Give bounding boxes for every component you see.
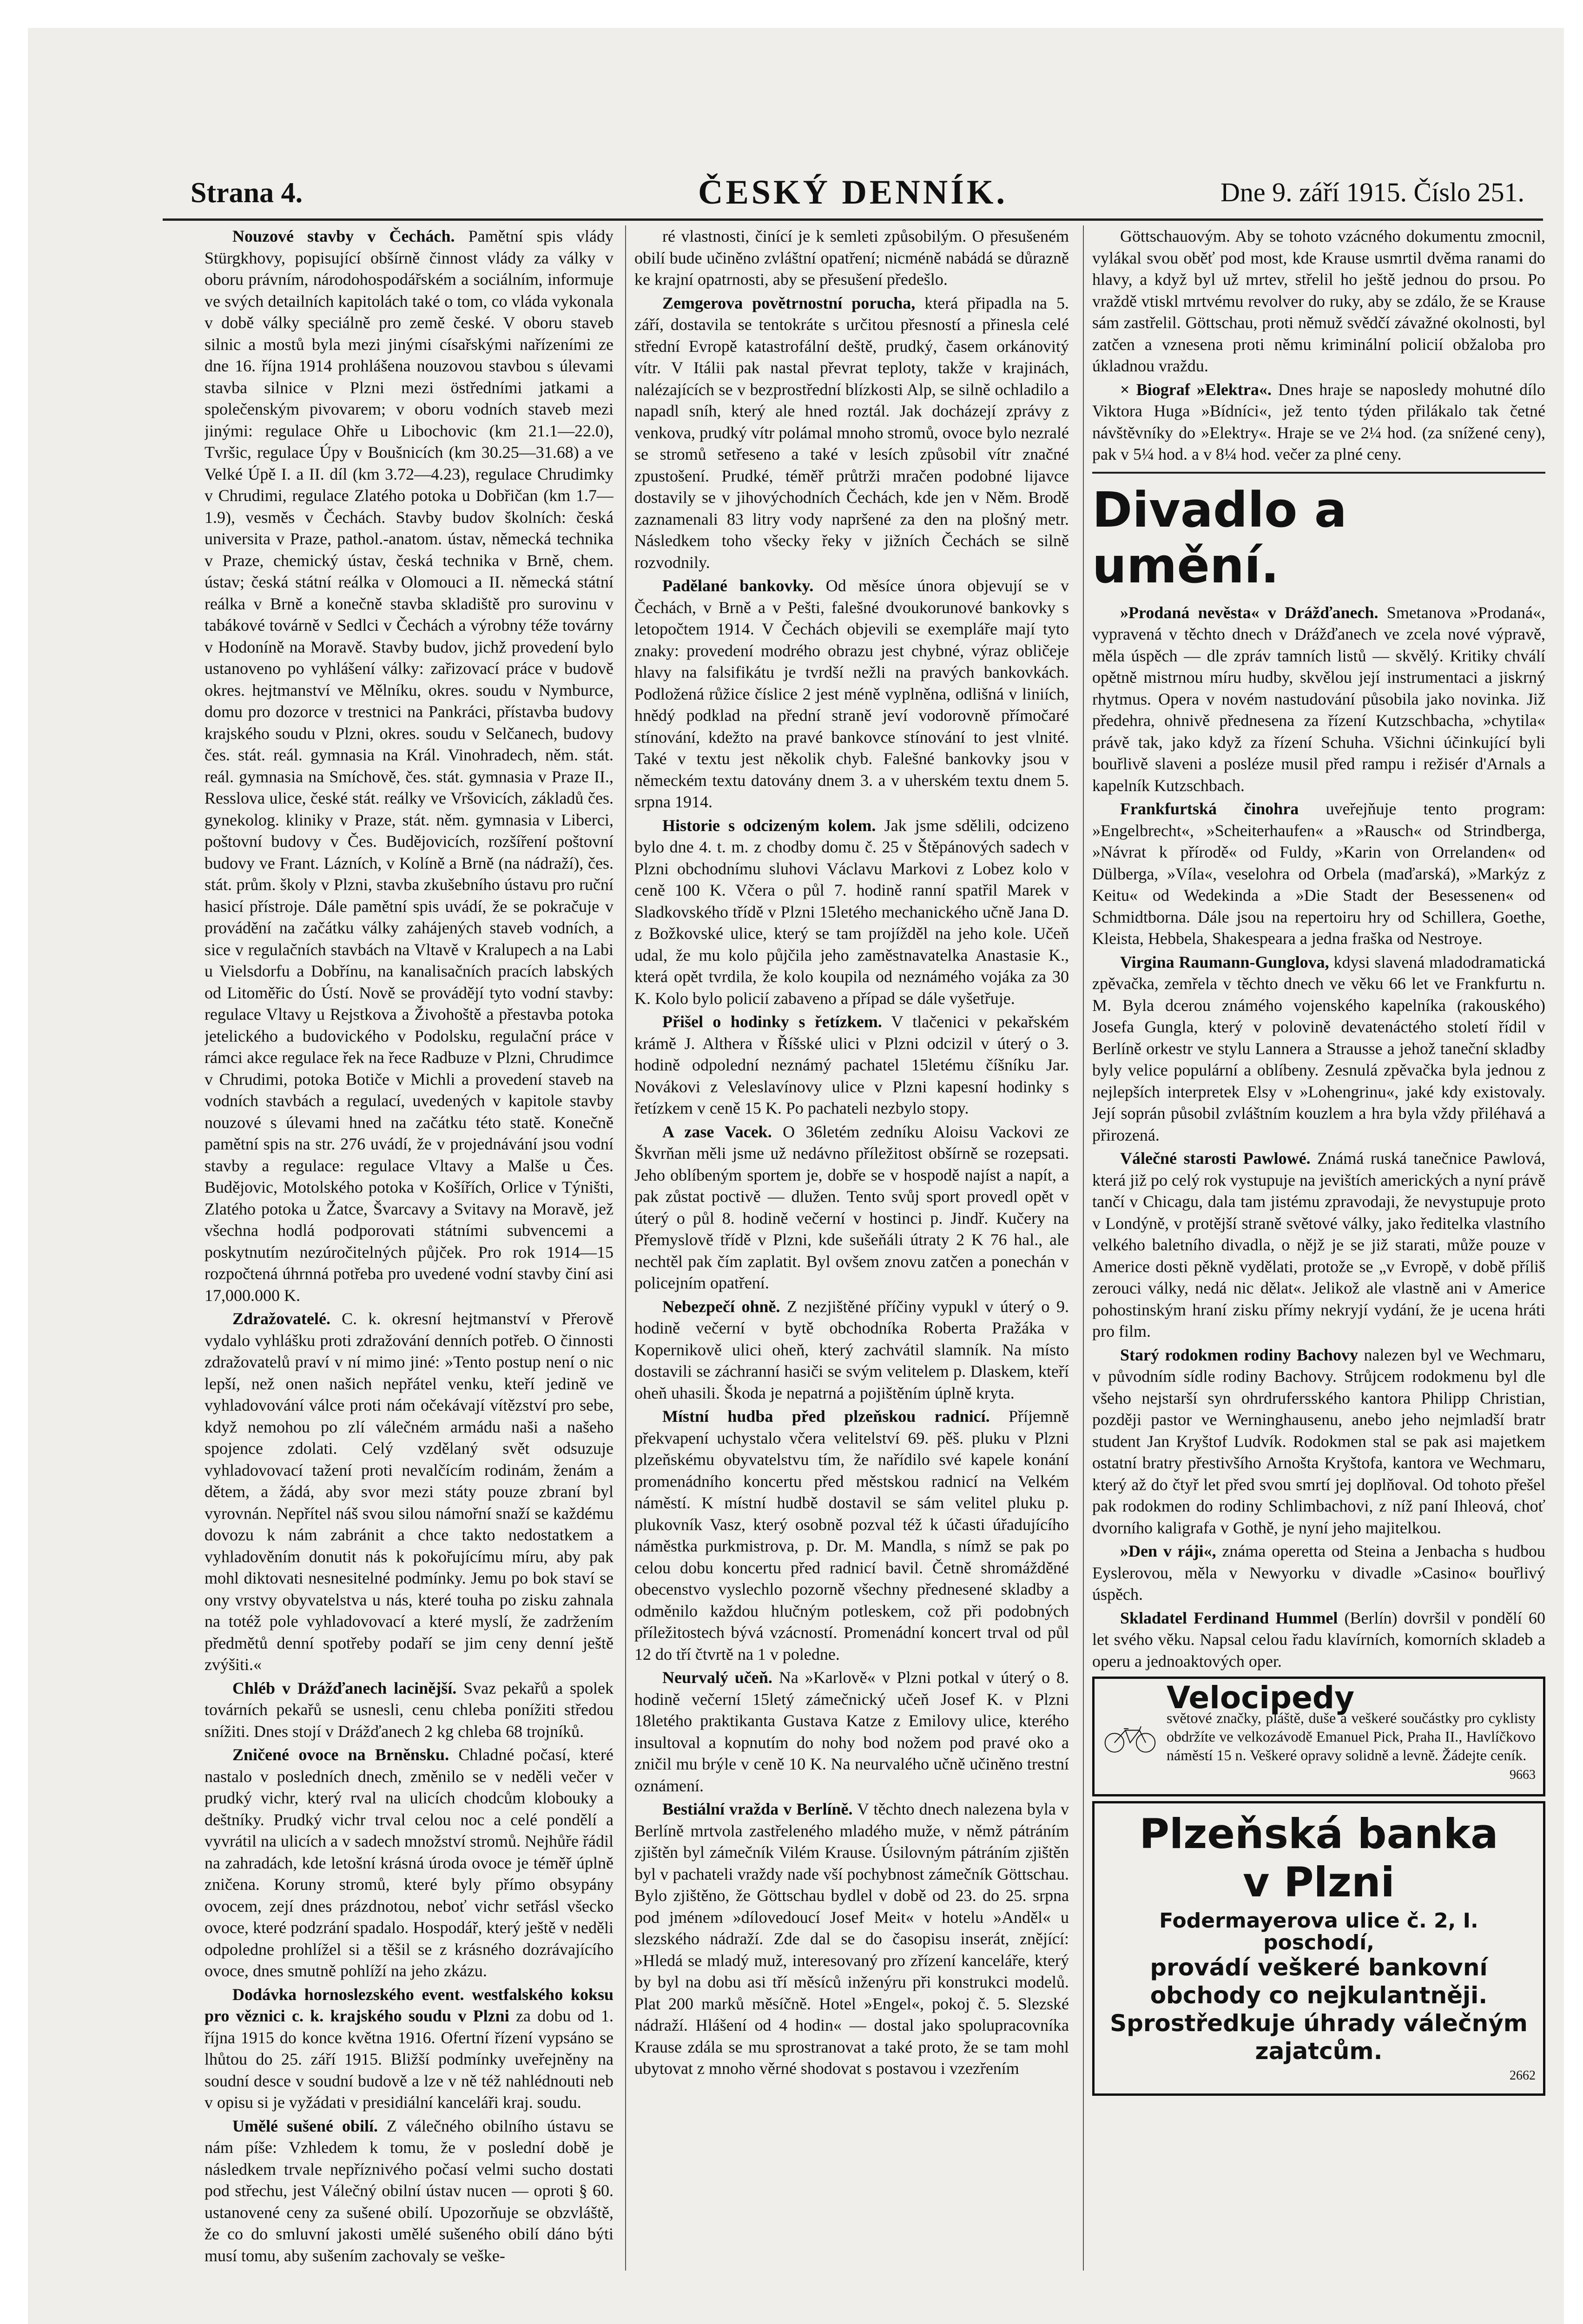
- article-text: Chladné počasí, které nastalo v posledních dnech, změnilo se v neděli večer v prudký vichr, který rval na ulicích chodcům klobouky a deštníky. Prudký vichr trval celou noc a celé pondělí a vyvrátil na ulicích a v sadech množství stromů. Nejhůře řádil na zahradách, kde letošní krásná úroda ovoce je téměř úplně zničena. Koruny stromů, které byly přímo obsypány ovocem, zejí dnes prázdnotou, neboť vichr setřásl všecko ovoce, které podzrání spadalo. Hospodář, který ještě v neděli odpoledne prohlížel si a těšil se z krásného dozrávajícího ovoce, dnes smutně pohlíží na jeho zkázu.: [204, 1745, 613, 1980]
- article: [634, 1121, 1069, 1294]
- section-rule: [1092, 472, 1545, 474]
- velo-title: Velocipedy: [1166, 1679, 1355, 1716]
- article: [634, 225, 1069, 290]
- article: [204, 2115, 613, 2267]
- article: [1092, 1344, 1545, 1539]
- article-headline: Zdražovatelé.: [232, 1309, 330, 1328]
- article-headline: Chléb v Drážďanech lacinější.: [232, 1678, 457, 1697]
- biograf-text: Dnes hraje se naposledy mohutné dílo Viktora Huga »Bídníci«, jež tento týden přilákalo tak četné návštěvníky do »Elektry«. Hraje se ve 2¼ hod. (za snížené ceny), pak v 5¼ hod. a v 8¼ hod. večer za plné ceny.: [1092, 380, 1545, 463]
- article-text: uveřejňuje tento program: »Engelbrecht«, »Scheiterhaufen« a »Rausch« od Strindberga, »Návrat k přírodě« od Fuldy, »Karin von Orrelanden« od Dülberga, »Víla«, veselohra od Orbela (maďarská), »Markýz z Keitu« od Wedekinda a »Die Stadt der Besessenen« od Schmidtborna. Dále jsou na repertoiru hry od Schillera, Goethe, Kleista, Hebbela, Shakespeara a jedna fraška od Nestroye.: [1092, 799, 1545, 948]
- article: [204, 1744, 613, 1982]
- velo-desc: světové značky, pláště, duše a veškeré součástky pro cyklisty obdržíte ve velkozávodě Emanuel Pick, Praha II., Havlíčkovo náměstí 15 n. Veškeré opravy solidně a levně. Žádejte ceník.: [1166, 1710, 1536, 1763]
- article: [204, 1677, 613, 1743]
- article: [204, 1308, 613, 1676]
- article: [634, 815, 1069, 1010]
- article-headline: Nouzové stavby v Čechách.: [232, 227, 455, 245]
- page-number: Strana 4.: [191, 177, 303, 209]
- issue-date: Dne 9. září 1915. Číslo 251.: [1220, 177, 1524, 207]
- article-headline: Zničené ovoce na Brněnsku.: [232, 1745, 449, 1764]
- article: [634, 575, 1069, 813]
- bank-line-1: provádí veškeré bankovní: [1150, 1954, 1488, 1981]
- article-text: Od měsíce února objevují se v Čechách, v Brně a v Pešti, falešné dvoukorunové bankovky s letopočtem 1914. V Čechách objevili se exempláře mají tyto znaky: provedení modrého obrazu jest chybné, výraz obličeje hlavy na falsifikátu je tvrdší nežli na pravých bankovkách. Podložená růžice číslice 2 jest méně vyplněna, odlišná v liniích, hnědý podklad na přední straně jeví vodorovně přímočaré stínování, kdežto na pravé bankovce stínování to jest vlnité. Také v textu jest několik chyb. Falešné bankovky jsou v německém textu datovány dnem 3. a v uherském textu dnem 5. srpna 1914.: [634, 576, 1069, 811]
- article: [634, 1406, 1069, 1665]
- bicycle-icon: [1102, 1685, 1158, 1788]
- article-text: která připadla na 5. září, dostavila se tentokráte s určitou přesností a přinesla celé střední Evropě katastrofální deště, prudký, časem orkánovitý vítr. V Itálii pak nastal převrat teploty, takže v krajinách, nalézajících se v bezprostřední blízkosti Alp, se silně ochladilo a napadl sníh, který ale hned roztál. Jak docházejí zprávy z venkova, prudký vítr polámal mnoho stromů, ovoce bylo nezralé se stromů setřeseno a také v lesích způsobil vítr značné zpustošení. Prudké, téměř průtrži mračen podobné lijavce dostavily se v jihovýchodních Čechách, kde jen v Něm. Brodě zaznamenali 83 litry vody napršené za den na plošný metr. Následkem toho všecky řeky v jižních Čechách se silně rozvodnily.: [634, 293, 1069, 572]
- article-text: (Berlín) dovršil v pondělí 60 let svého věku. Napsal celou řadu klavírních, komorních skladeb a operu a jednoaktových oper.: [1092, 1608, 1545, 1670]
- column-3: [1083, 225, 1545, 2271]
- article-headline: Přišel o hodinky s řetízkem.: [662, 1012, 882, 1031]
- bank-code: 2662: [1510, 2068, 1536, 2083]
- newspaper-title: ČESKÝ DENNÍK.: [698, 173, 1008, 211]
- article: [204, 225, 613, 1306]
- article: [204, 1984, 613, 2113]
- velo-code: 9663: [1510, 1768, 1536, 1782]
- article: [634, 1296, 1069, 1404]
- article-headline: Dodávka hornoslezského event. westfalského koksu pro věznici c. k. krajského soudu v Plzni: [204, 1985, 613, 2025]
- article-text: O 36letém zedníku Aloisu Vackovi ze Škvrňan měli jsme už nedávno příležitost obšírně se rozepsati. Jeho oblíbeným sportem je, dobře se v hospodě najíst a napít, a pak zůstat poctivě — dlužen. Tento svůj sport provedl opět v úterý o půl 8. hodině večerní v hostinci p. Jindř. Kučery na Přemyslově třídě v Plzni, kde sušeňáli útraty 2 K 76 hal., ale nechtěl pak čím zaplatit. Byl ovšem znovu zatčen a ponechán v policejním opatření.: [634, 1122, 1069, 1292]
- article-headline: Padělané bankovky.: [662, 576, 814, 595]
- article: [1092, 1540, 1545, 1605]
- article: [1092, 1607, 1545, 1672]
- bank-line-2: obchody co nejkulantněji.: [1150, 1982, 1488, 2009]
- article: [634, 292, 1069, 574]
- article-text: V těchto dnech nalezena byla v Berlíně mrtvola zastřeleného mladého muže, v němž pátráním zjištěn byl zámečník Vilém Krause. Úsilovným pátráním zjištěn byl v pachateli vraždy nade vší pochybnost zámečník Göttschau. Bylo zjištěno, že Göttschau bydlel v době od 23. do 25. srpna pod jménem »dílovedoucí Josef Meit« v hotelu »Anděl« u slezského nádraží. Zde dal se do časopisu inserát, znějící: »Hledá se mladý muž, interesovaný pro zřízení kanceláře, který by byl na dobu asi tří měsíců inženýru při konstrukci modelů. Plat 200 marků měsíčně. Hotel »Engel«, pokoj č. 5. Slezské nádraží. Hlášení od 4 hodin« — dostal jako spolupracovníka Krause zdála se mu sprostranovat a také proto, že se tam mohl ubytovat z mnoho věrné shodovat s postavou i vzezřením: [634, 1800, 1069, 2078]
- article-text: Na »Karlově« v Plzni potkal v úterý o 8. hodině večerní 15letý zámečnický učeň Josef K. v Plzni 18letého praktikanta Gustava Katze z Emilovy ulice, kterého insultoval a kopnutím do nohy bod nožem pod pravé oko a zničil mu brýle v ceně 10 K. Na neurvalého učně učiněno trestní oznámení.: [634, 1668, 1069, 1795]
- article-text: C. k. okresní hejtmanství v Přerově vydalo vyhlášku proti zdražování denních potřeb. O činnosti zdražovatelů praví v ní mimo jiné: »Tento postup není o nic lepší, než onen našich nepřátel venku, kteří jedině ve vyhladovování válce proti nám očekávají vítězství pro sebe, když nemohou po zlí válečném armádu naši a našeho spojence zdolati. Celý vzdělaný svět odsuzuje vyhladovovací tažení proti nevalčícím rodinám, ženám a dětem, a žádá, aby svor mezi státy pouze zbraní byl vyrovnán. Nepřítel náš svou silou námořní snaží se každému dovozu k nám zabránit a chce takto nedostatkem a vyhladověním donutit nás k pokořujícímu míru, aby pak mohl diktovati nesnesitelné podmínky. Jemu po bok staví se ony vrstvy obyvatelstva u nás, které touha po zisku zahnala na totéž pole vyhladovovací a které myslí, že zadržením předmětů denní spotřeby podaří se jim ceny denní ještě zvýšiti.«: [204, 1309, 613, 1674]
- article-text: ré vlastnosti, činící je k semleti způsobilým. O přesušeném obilí bude učiněno zvláštní opatření; nicméně nabádá se důrazně ke krajní opatrnosti, aby se přesušení předešlo.: [634, 227, 1069, 289]
- column-2: [625, 225, 1069, 2271]
- bank-line-3: Sprostředkuje úhrady válečným zajatcům.: [1110, 2010, 1528, 2065]
- section-title: Divadlo a umění.: [1092, 481, 1347, 594]
- theatre-articles: [1092, 602, 1545, 1672]
- column-1: [204, 225, 613, 2271]
- article-headline: Zemgerova povětrnostní porucha,: [662, 293, 916, 312]
- article-headline: Neurvalý učeň.: [662, 1668, 772, 1687]
- article-headline: Virgina Raumann-Gunglova,: [1120, 952, 1329, 971]
- article: [634, 1798, 1069, 2080]
- article-headline: Bestiální vražda v Berlíně.: [662, 1800, 853, 1818]
- biograf-head: × Biograf »Elektra«.: [1120, 380, 1272, 399]
- velocipede-ad: [1092, 1677, 1545, 1796]
- article: [1092, 951, 1545, 1146]
- article-text: Z nezjištěné příčiny vypukl v úterý o 9. hodině večerní v bytě obchodníka Roberta Pražáka v Kopernikově ulici oheň, který zachvátil slamník. Na místo dostavili se záchranní hasiči se svým velitelem p. Dlaskem, kteří oheň uhasili. Škoda je nepatrná a pojištěním úplně kryta.: [634, 1297, 1069, 1402]
- article-headline: Válečné starosti Pawlowé.: [1120, 1149, 1311, 1168]
- article-text: Jak jsme sdělili, odcizeno bylo dne 4. t. m. z chodby domu č. 25 v Štěpánových sadech v Plzni obchodnímu sluhovi Václavu Markovi z Lobez kolo v ceně 100 K. Včera o půl 7. hodině ranní spatřil Marek v Sladkovského třídě v Plzni 15letého mechanického učně Jana D. z Božkovské ulice, který se tam projížděl na jeho kole. Učeň udal, že mu kolo půjčila jeho zaměstnavatelka Anastasie K., která opět tvrdila, že kolo koupila od neznámého vojáka za 30 K. Kolo bylo policií zabaveno a případ se dále vyšetřuje.: [634, 816, 1069, 1008]
- article-headline: Umělé sušené obilí.: [232, 2116, 378, 2135]
- biograf-notice: [1092, 379, 1545, 465]
- article: [1092, 798, 1545, 950]
- bank-name-1: Plzeňská banka: [1139, 1810, 1498, 1858]
- article-headline: Historie s odcizeným kolem.: [662, 816, 876, 835]
- bank-ad: [1092, 1801, 1545, 2096]
- article-text: za dobu od 1. října 1915 do konce května 1916. Ofertní řízení vypsáno se lhůtou do 25. září 1915. Bližší podmínky uveřejněny na soudní desce v soudní budově a lze v ně též nahlédnouti neb v opisu si je vyžádati v presidiální kanceláři kraj. soudu.: [204, 2007, 613, 2112]
- article-headline: Skladatel Ferdinand Hummel: [1120, 1608, 1338, 1627]
- bank-address: Fodermayerova ulice č. 2, I. poschodí,: [1159, 1909, 1478, 1954]
- newspaper-page: [28, 28, 1564, 2324]
- article: [1092, 602, 1545, 797]
- article-headline: Starý rodokmen rodiny Bachovy: [1120, 1345, 1359, 1364]
- article-text: V tlačenici v pekařském krámě J. Althera v Říšské ulici v Plzni odcizil v úterý o 3. hodině odpolední neznámý pachatel 15letému číšníku Jar. Novákovi z Veleslavínovy ulice v Plzni kapesní hodinky s řetízkem v ceně 15 K. Po pachateli nezbylo stopy.: [634, 1012, 1069, 1117]
- article-text: známa operetta od Steina a Jenbacha s hudbou Eyslerovou, měla v Newyorku v divadle »Casino« bouřlivý úspěch.: [1092, 1542, 1545, 1604]
- article-text: nalezen byl ve Wechmaru, v původním sídle rodiny Bachovy. Strůjcem rodokmenu byl dle všeho nejstarší syn ohrdrufersského kantora Philipp Christian, později pastor ve Werninghausenu, anebo jeho nejmladší bratr student Jan Kryštof Ludvík. Rodokmen stal se pak asi majetkem ostatní bratry přestivšího Arnošta Kryštofa, kantora ve Wechmaru, který až do čtyř let před svou smrtí jej doplňoval. Od tohoto přešel pak rodokmen do rodiny Schlimbachovi, z níž paní Ihleová, choť dvorního kaligrafa v Gothě, je nyní jeho majitelkou.: [1092, 1345, 1545, 1537]
- page-header: [163, 167, 1543, 221]
- article-headline: »Den v ráji«,: [1120, 1542, 1216, 1560]
- article-text: Příjemně překvapení uchystalo včera velitelství 69. pěš. pluku v Plzni plzeňskému obyvatelstvu tím, že nařídilo své kapele konání promenádního koncertu před městskou radnicí na Velkém náměstí. K místní hudbě dostavil se sám velitel pluku p. plukovník Vasz, který osobně pozval též k účasti úřadujícího náměstka purkmistrova, p. Dr. M. Mandla, s nímž se pak po celou dobu koncertu před radnicí bavil. Četně shromážděné obecenstvo vyslechlo pozorně všechny přednesené skladby a odměnilo každou hlučným potleskem, což při podobných příležitostech bývá vzácností. Promenádní koncert trval od půl 12 do tří čtvrtě na 1 v poledne.: [634, 1407, 1069, 1664]
- article: [634, 1011, 1069, 1119]
- article-headline: Místní hudba před plzeňskou radnicí.: [662, 1407, 990, 1426]
- article-headline: Nebezpečí ohně.: [662, 1297, 780, 1316]
- article-headline: »Prodaná nevěsta« v Drážďanech.: [1120, 603, 1379, 622]
- article-text: kdysi slavená mladodramatická zpěvačka, zemřela v těchto dnech ve věku 66 let ve Frankfurtu n. M. Byla dcerou známého vojenského kapelníka (rakouského) Josefa Gungla, který v polovině devatenáctého století řídil v Berlíně orkestr ve stylu Lannera a Strausse a jehož taneční skladby byly velice populární a oblíbeny. Zesnulá zpěvačka byla jednou z nejlepších interpretek Elsy v »Lohengrinu«, jaké kdy existovaly. Její soprán působil zvláštním kouzlem a hra byla vždy přiléhavá a přirozená.: [1092, 952, 1545, 1144]
- article-text: Svaz pekařů a spolek továrních pekařů se usnesli, cenu chleba ponížiti středou snížiti. Dnes stojí v Drážďanech 2 kg chleba 68 trojníků.: [204, 1678, 613, 1741]
- article-headline: A zase Vacek.: [662, 1122, 772, 1141]
- article-headline: Frankfurtská činohra: [1120, 799, 1299, 818]
- article-continuation: Göttschauovým. Aby se tohoto vzácného dokumentu zmocnil, vylákal svou oběť pod most, kde Krause usmrtil dvěma ranami do hlavy, a když byl už mrtev, střelil ho ještě jednou do prsou. Po vraždě vtiskl mrtvému revolver do ruky, aby se zdálo, že se Krause sám zastřelil. Göttschau, proti němuž svědčí závažné okolnosti, byl zatčen a vznesena proti němu kriminální policií obžaloba pro úkladnou vraždu.: [1092, 227, 1545, 375]
- article-text: Z válečného obilního ústavu se nám píše: Vzhledem k tomu, že v poslední době je následkem trvale nepříznivého počasí velmi sucho dostati pod střechu, jest Válečný obilní ústav nucen — oproti § 60. ustanovené ceny za sušené obilí. Upozorňuje se obzvláště, že co do smluvní jakosti umělé sušeného obilí dáno býti musí tomu, aby sušením zachovaly se veške-: [204, 2116, 613, 2265]
- article-text: Pamětní spis vlády Stürgkhovy, popisující obšírně činnost vlády za války v oboru právním, národohospodářském a sociálním, informuje ve svých detailních kapitolách také o tom, co vláda vykonala v době války speciálně pro země české. V oboru staveb silnic a mostů byla mezi jinými císařskými nařízeními ze dne 16. října 1914 prohlášena nouzovou stavbou s úlevami stavba silnice v Plzni mezi östředními jatkami a společenským pivovarem; v oboru vodních staveb mezi jinými: regulace Ohře u Libochovic (km 21.1—22.0), Tvršic, regulace Úpy v Boušnicích (km 30.25—31.68) a ve Velké Úpě I. a II. díl (km 3.72—4.23), regulace Chrudimky v Chrudimi, regulace Zlatého potoka u Dobřičan (km 1.7—1.9), vesměs v Čechách. Stavby budov školních: česká universita v Praze, pathol.-anatom. ústav, německá technika v Praze, chemický ústav, česká technika v Brně, chem. ústav; česká státní reálka v Olomouci a II. německá státní reálka v Brně a konečně stavba skladiště pro surovinu v tabákové továrně v Sedlci v Čechách a výrobny téže továrny v Hodoníně na Moravě. Stavby budov, jichž provedení bylo ustanoveno po vyhlášení války: zařizovací práce v budově okres. hejtmanství ve Mělníku, okres. soudu v Nymburce, domu pro dozorce v trestnici na Pankráci, přístavba budovy krajského soudu v Plzni, okres. soudu v Selčanech, budovy čes. stát. reál. gymnasia na Král. Vinohradech, něm. stát. reál. gymnasia na Smíchově, čes. stát. gymnasia v Praze II., Resslova ulice, české stát. reálky ve Vršovicích, základů čes. gynekolog. kliniky v Praze, stát. něm. gymnasia v Liberci, poštovní budovy v Čes. Budějovicích, rozšíření poštovní budovy ve Frant. Lázních, v Kolíně a Brně (na nádraží), čes. stát. prům. školy v Plzni, stavba zkušebního ústavu pro ruční hasicí přístroje. Dále pamětní spis uvádí, že se pokračuje v provádění na začátku války zahájených staveb vodních, a sice v regulačních stavbách na Vltavě v Kralupech a na Labi u Vielsdorfu a Dobřínu, na kanalisačních pracích labských od Litoměřic do Ústí. Nově se provádějí tyto vodní stavby: regulace Vltavy u Rejstkova a Živohoště a přestavba potoka jetelického a budovického v Podolsku, regulační práce v rámci akce regulace řek na řece Radbuze v Plzni, Chrudimce v Chrudimi, potoka Botiče v Michli a provedení staveb na vodních stavbách a regulací, uvedených v kapitole stavby nouzové s úlevami hned na začátku této statě. Konečně pamětní spis na str. 276 uvádí, že v projednávání jsou vodní stavby a regulace: regulace Vltavy a Malše u Čes. Budějovic, Motolského potoka v Košířích, Orlice v Týništi, Zlatého potoka u Žatce, Švarcavy a Svitavy na Moravě, jež všechna hodlá podporovati státními subvencemi a poskytnutím nezúročitelných půjček. Pro rok 1914—15 rozpočtená úhrnná potřeba pro uvedené vodní stavby činí asi 17,000.000 K.: [204, 227, 613, 1305]
- article-text: Smetanova »Prodaná«, vypravená v těchto dnech v Drážďanech ve zcela nové výpravě, měla úspěch — dle zpráv tamních listů — skvělý. Kritiky chválí opětně mistrnou míru hudby, skvělou její instrumentaci a jiskrný rhytmus. Opera v novém nastudování působila jako novinka. Již předehra, ohnivě přednesena za řízení Kutzschbacha, »chytila« právě tak, jako když za řízení Schuha. Všichni účinkující byli bouřlivě slaveni a posléze musil před rampu i režisér d'Arnals a kapelník Kutzschbach.: [1092, 603, 1545, 795]
- bank-name-2: v Plzni: [1243, 1858, 1395, 1906]
- article: [634, 1667, 1069, 1796]
- article: [1092, 1148, 1545, 1342]
- article-text: Známá ruská tanečnice Pawlová, která již po celý rok vystupuje na jevištích amerických a nyní právě tančí v Chicagu, dala tam jistému zpravodaji, že nevystupuje proto v Londýně, v protější straně světové války, jako ředitelka vlastního velkého baletního divadla, o nějž je se již starati, může pouze v Americe dosti pěkně vydělati, protože se „v Evropě, v době příliš zerouci války, nedá nic dělat«. Jelikož ale vlastně ani v Americe pohostinským hraní zisku přímy nekryjí vydání, že je ucena hráti pro film.: [1092, 1149, 1545, 1340]
